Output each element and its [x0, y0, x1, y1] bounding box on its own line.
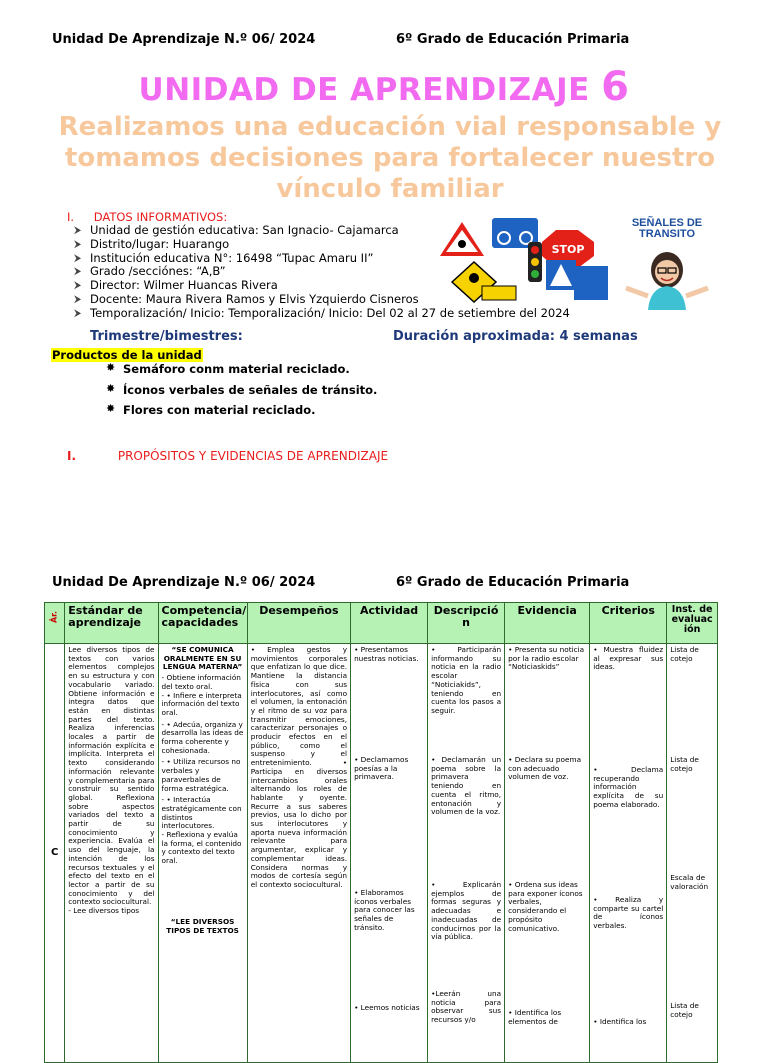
datos-roman: I. — [67, 210, 75, 224]
list-item: ⮞ Docente: Maura Rivera Ramos y Elvis Yzquierdo Cisneros — [74, 291, 419, 306]
header-instrumento: Inst. de evaluac ión — [667, 603, 718, 644]
propositos-heading-text: PROPÓSITOS Y EVIDENCIAS DE APRENDIZAJE — [117, 449, 389, 463]
svg-text:STOP: STOP — [551, 243, 585, 256]
list-item: ✸ Íconos verbales de señales de tránsito. — [106, 381, 378, 397]
cell-area: C — [45, 644, 65, 1063]
arrow-bullet-icon: ⮞ — [74, 238, 82, 250]
page-subtitle: Realizamos una educación vial responsable y tomamos decisiones para fortalecer nuestro vínculo familiar — [58, 112, 722, 204]
header-grade: 6º Grado de Educación Primaria — [396, 32, 630, 47]
header2-unit: Unidad De Aprendizaje N.º 06/ 2024 — [52, 575, 316, 590]
header-criterios: Criterios — [590, 603, 667, 644]
header-descripcion: Descripció n — [428, 603, 505, 644]
cell-instrumento: Lista de cotejo Lista de cotejo Escala de valoración Lista de cotejo — [667, 644, 718, 1063]
header-actividad: Actividad — [351, 603, 428, 644]
star-bullet-icon: ✸ — [106, 402, 116, 415]
productos-list — [106, 362, 377, 424]
datos-heading-text: DATOS INFORMATIVOS: — [93, 210, 228, 224]
cell-desempenos: • Emplea gestos y movimientos corporales que enfatizan lo que dice. Mantiene la distancia física con sus interlocutores, así como el volumen, la entonación y el ritmo de su voz para transmitir emociones, caracterizar personajes o producir efectos en el público, como el suspenso y el entretenimiento. • Participa en diversos intercambios orales alternando los roles de hablante y oyente. Recurre a sus saberes previos, usa lo dicho por sus interlocutores y aporta nueva información relevante para argumentar, explicar y complementar ideas. Considera normas y modos de cortesía según el contexto sociocultural. — [247, 644, 350, 1063]
header-unit: Unidad De Aprendizaje N.º 06/ 2024 — [52, 32, 316, 47]
list-item: ⮞ Institución educativa N°: 16498 “Tupac Amaru II” — [74, 250, 374, 265]
parking-sign-icon — [574, 266, 608, 300]
cell-actividad: • Presentamos nuestras noticias. • Declamamos poesías a la primavera. • Elaboramos íconos verbales para conocer las señales de tránsito. • Leemos noticias — [351, 644, 428, 1063]
cell-estandar: Lee diversos tipos de textos con varios elementos complejos en su estructura y con vocabulario variado. Obtiene información e integra datos que están en distintas partes del texto. Realiza inferencias locales a partir de información explícita e implícita. Interpreta el texto considerando información relevante y complementaria para construir su sentido global. Reflexiona sobre aspectos variados del texto a partir de su conocimiento y experiencia. Evalúa el uso del lenguaje, la intención de los recursos textuales y el efecto del texto en el lector a partir de su conocimiento y del contexto sociocultural. - Lee diversos tipos — [65, 644, 158, 1063]
propositos-roman: I. — [67, 449, 77, 463]
arrow-bullet-icon: ⮞ — [74, 280, 82, 292]
title-number: 6 — [601, 64, 630, 110]
duracion-label: Duración aproximada: 4 semanas — [393, 329, 638, 344]
header-competencia: Competencia/ capacidades — [158, 603, 247, 644]
trimestre-label: Trimestre/bimestres: — [90, 329, 243, 344]
arrow-bullet-icon: ⮞ — [74, 225, 82, 236]
header-area: Ár. — [45, 603, 65, 644]
datos-heading — [67, 210, 227, 224]
header-desempenos: Desempeños — [247, 603, 350, 644]
arrow-bullet-icon: ⮞ — [74, 307, 82, 319]
header-evidencia: Evidencia — [505, 603, 590, 644]
cell-evidencia: • Presenta su noticia por la radio escolar “Noticiaskids” • Declara su poema con adecuado volumen de voz. • Ordena sus ideas para exponer íconos verbales, considerando el propósito comunicativo. • Identifica los elementos de — [505, 644, 590, 1063]
list-item: ⮞ Unidad de gestión educativa: San Ignacio- Cajamarca — [74, 223, 399, 237]
star-bullet-icon: ✸ — [106, 361, 116, 374]
traffic-signs-image — [438, 212, 610, 312]
star-bullet-icon: ✸ — [106, 381, 116, 395]
teacher-icon — [612, 240, 722, 310]
teacher-illustration — [612, 218, 722, 310]
table-row — [45, 644, 718, 1063]
list-item: ⮞ Distrito/lugar: Huarango — [74, 236, 230, 251]
arrow-bullet-icon: ⮞ — [74, 266, 82, 278]
list-item: ✸ Semáforo conm material reciclado. — [106, 361, 350, 376]
page-title — [0, 64, 768, 110]
cell-competencia: “SE COMUNICA ORALMENTE EN SU LENGUA MATERNA” - Obtiene información del texto oral. - • Infiere e interpreta información del texto oral. - • Adecúa, organiza y desarrolla las ideas de forma coherente y cohesionada. - • Utiliza recursos no verbales y paraverbales de forma estratégica. - • Interactúa estratégicamente con distintos interlocutores. - Reflexiona y evalúa la forma, el contenido y contexto del texto oral. “LEE DIVERSOS TIPOS DE TEXTOS — [158, 644, 247, 1063]
list-item: ⮞ Grado /secciónes: “A,B” — [74, 264, 226, 279]
list-item: ⮞ Director: Wilmer Huancas Rivera — [74, 278, 278, 293]
arrow-bullet-icon: ⮞ — [74, 293, 82, 305]
arrow-bullet-icon: ⮞ — [74, 252, 82, 264]
title-text: UNIDAD DE APRENDIZAJE — [138, 72, 590, 108]
table-header-row — [45, 603, 718, 644]
productos-heading: Productos de la unidad — [52, 348, 202, 362]
signs-banner: SEÑALES DE TRANSITO — [631, 217, 703, 240]
header2-grade: 6º Grado de Educación Primaria — [396, 575, 630, 590]
cell-descripcion: • Participarán informando su noticia en la radio escolar “Noticiakids”, teniendo en cuenta los pasos a seguir. • Declamarán un poema sobre la primavera teniendo en cuenta el ritmo, entonación y volumen de la voz. • Explicarán ejemplos de formas seguras y adecuadas e inadecuadas de conducirnos por la vía pública. •Leerán una noticia para observar sus recursos y/o — [428, 644, 505, 1063]
header-estandar: Estándar de aprendizaje — [65, 603, 158, 644]
list-item: ✸ Flores con material reciclado. — [106, 402, 316, 417]
propositos-table — [44, 602, 718, 1063]
list-item: ⮞ Temporalización/ Inicio: Temporalización/ Inicio: Del 02 al 27 de setiembre del 2024 — [74, 305, 570, 320]
propositos-heading — [67, 449, 388, 463]
cell-criterios: • Muestra fluidez al expresar sus ideas. • Declama recuperando información explícita de su poema elaborado. • Realiza y comparte su cartel de íconos verbales. • Identifica los — [590, 644, 667, 1063]
